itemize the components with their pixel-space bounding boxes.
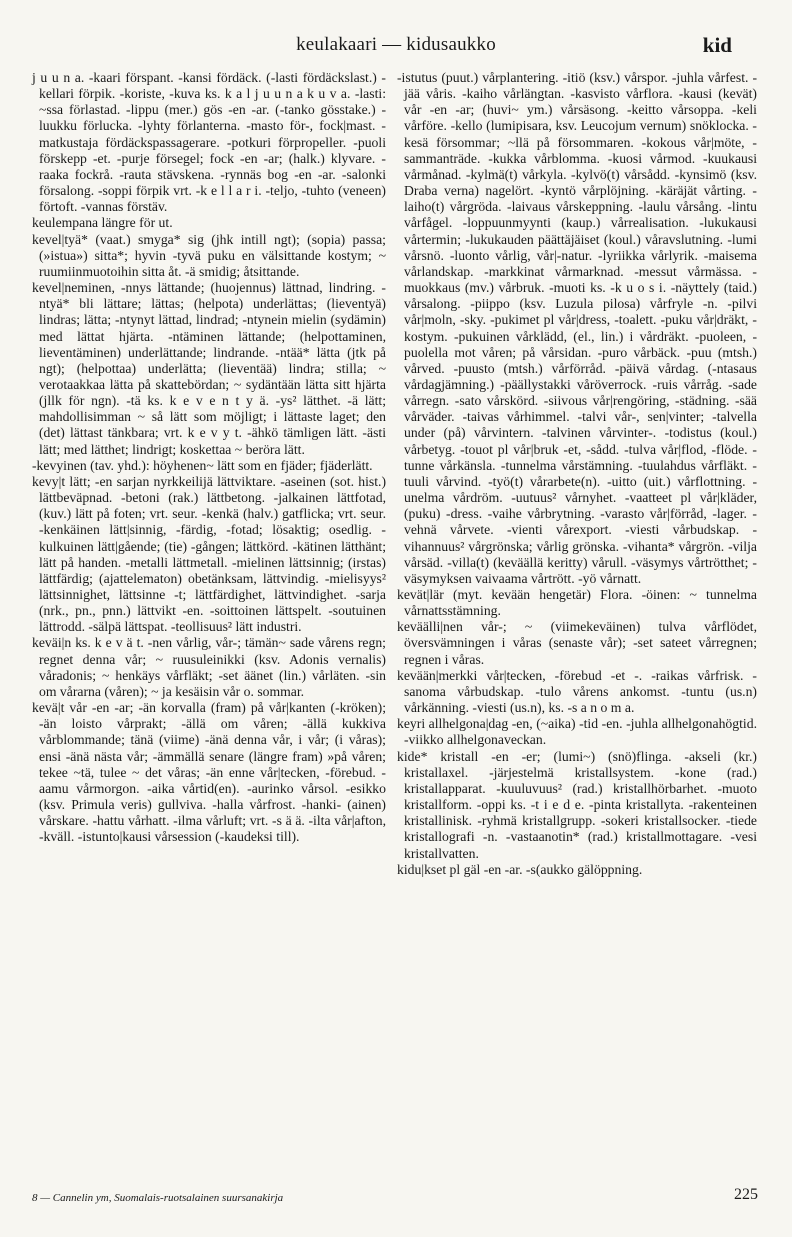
entry-keveneminen: kevel|neminen, -nnys lättande; (huojennus) lättnad, lindring. -ntyä* bli lättare; lättas; (helpota) underlättas; (lieventyä) lindras; lätta; -ntynyt lättad, lindrad; -ntynein mielin (sydämin) med lättat hjärta. -ntäminen lättande; (helpottaminen, lieventäminen) underlättande; lindrande. -ntää* lätta (jtk på ngt); (helpottaa) underlätta; (lieventää) lindra; stilla; ~ verotaakkaa lätta på skattebördan; ~ sydäntään lätta sitt hjärta (jllk för ngn). -tä ks. k e v e n t y ä. -ys² lätthet. -ä lätt; mahdollisimman ~ så lätt som möjligt; i lättaste laget; den (det) lättast tänkbara; vrt. k e v y t. -ähkö tämligen lätt. -ästi lätt; med lätthet; lindrigt; koskettaa ~ beröra lätt. — [32, 280, 386, 457]
entry-kevatar: kevät|lär (myt. kevään hengetär) Flora. -öinen: ~ tunnelma vårnattsstämning. — [397, 587, 757, 619]
entry-keyri: keyri allhelgona|dag -en, (~aika) -tid -en. -juhla allhelgonahögtid. -viikko allhelgonaveckan. — [397, 716, 757, 748]
entry-kevainen: keväi|n ks. k e v ä t. -nen vårlig, vår-; tämän~ sade vårens regn; regnet denna vår; ~ ruusuleinikki (ksv. Adonis vernalis) våradonis; ~ henkäys vårfläkt; -set äänet (lin.) vårläten. -sin om vårarna (våren); ~ ja kesäisin vår o. sommar. — [32, 635, 386, 699]
entry-kidukset: kidu|kset pl gäl -en -ar. -s(aukko gälöppning. — [397, 861, 643, 877]
entry-keulakaari: j u u n a. -kaari förspant. -kansi fördäck. (-lasti fördäckslast.) -kellari förpik. -koriste, -kuva ks. k a l j u u n a k u v a. -lasti: ~ssa förlastad. -lippu (mer.) gös -en -ar. (-tanko gösstake.) -luukku förlucka. -lyhty förlanterna. -masto för-, fock|mast. -matkustaja fördäckspassagerare. -potkuri förpropeller. -puoli förskepp -et. -purje försegel; fock -en -ar; (halk.) klyvare. -raaka fockrå. -rauta stävskena. -rynnäs bog -en -ar. -salonki försalong. -soppi förpik vrt. -k e l l a r i. -teljo, -tuhto (veneen) förtoft. -vannas förstäv. — [32, 70, 386, 215]
entry-keveltya: kevel|tyä* (vaat.) smyga* sig (jhk intill ngt); (sopia) passa; (»istua») sitta*; hyvin -tyvä puku en välsittande kostym; ~ ruumiinmuotoihin sitta åt. -ä smidig; åtsittande. — [32, 231, 386, 279]
entry-kevat: kevä|t vår -en -ar; -än korvalla (fram) på vår|kanten (-kröken); -än loisto vårprakt; -ällä om våren; -ällä kukkiva vårblommande; tänä (viime) -änä denna vår, i vår; (i våras); ensi -änä nästa vår; -ämmällä senare (längre fram) »på våren; tekee ~tä, tulee ~ det våras; -än enne vår|tecken, -förebud. -aamu vårmorgon. -aika vårtid(en). -aurinko vårsol. -esikko (ksv. Primula veris) gullviva. -halla vårfrost. -hanki- (ainen) vårskare. -hattu vårhatt. -ilma vårluft; vrt. -s ä ä. -ilta vår|afton, -kväll. -istunto|kausi vårsession (-kaudeksi till). — [32, 700, 386, 845]
footer-note: 8 — Cannelin ym, Suomalais-ruotsalainen suursanakirja — [32, 1192, 284, 1204]
page-number: 225 — [734, 1186, 758, 1203]
right-column — [397, 70, 757, 878]
left-column — [32, 70, 386, 846]
entry-keulempana: keulempana längre för ut. — [32, 215, 173, 231]
entry-kevyinen: -kevyinen (tav. yhd.): höyhenen~ lätt som en fjäder; fjäderlätt. — [32, 457, 373, 473]
guide-word: kid — [702, 33, 732, 57]
page-header — [0, 34, 792, 64]
page-footer — [32, 1186, 758, 1216]
entry-kide: kide* kristall -en -er; (lumi~) (snö)flinga. -akseli (kr.) kristallaxel. -järjestelmä kristallsystem. -kone (rad.) kristallapparat. -kuuluvuus² (rad.) kristallhörbarhet. -muoto kristallform. -oppi ks. -t i e d e. -pinta kristallyta. -rakenteinen kristallinisk. -ryhmä kristallgrupp. -sokeri kristallsocker. -tiede kristallografi -n. -vastaanotin* (rad.) kristallmottagare. -vesi kristallvatten. — [397, 748, 757, 861]
entry-kevat-continued: -istutus (puut.) vårplantering. -itiö (ksv.) vårspor. -juhla vårfest. -jää våris. -kaiho vårlängtan. -kasvisto vårflora. -kausi (kevät) vår -en -ar; (huvi~ ym.) vårsäsong. -keitto vårsoppa. -keli vårföre. -kello (lumipisara, ksv. Leucojum vernum) snöklocka. -kesä försommar; ~llä på försommaren. -kokous vår|möte, -sammanträde. -kukka vårblomma. -kuosi vårmod. -kuukausi vårmånad. -kylmä(t) vårkyla. -kylvö(t) vårsådd. -kynsimö (ksv. Draba verna) nagelört. -kyntö vårplöjning. -käräjät vårting. -laiho(t) vårgröda. -laivaus vårskeppning. -laulu vårsång. -lintu vårfågel. -loppuunmyynti (kaup.) vårrealisation. -lukukausi vårtermin; -lukukauden päättäjäiset (koul.) våravslutning. -lumi vårsnö. -luonto vårlig, vår|-natur. -lyriikka vårlyrik. -maisema vårlandskap. -markkinat vårmarknad. -messut vårmässa. -muokkaus (mv.) vårbruk. -muoti ks. -k u o s i. -näyttely (taid.) vårsalong. -piippo (ksv. Luzula pilosa) vårfryle -n. -pilvi vår|moln, -sky. -pukimet pl vår|dress, -toalett. -puku vår|dräkt, -kostym. -pukuinen vårklädd, (el., lin.) i vårdräkt. -puoleen, -puolella mot våren; på vårsidan. -puro vårbäck. -puu (mtsh.) vårved. -puusto (mtsh.) vårförråd. -päivä vårdag. (-ntasaus vårdagjämning.) -päällystakki våröverrock. -ruis vårråg. -sade vårregn. -sato vårskörd. -siivous vår|rengöring, -städning. -sää vårväder. -taivas vårhimmel. -talvi vår-, sen|vinter; -talvella under (på) vårvintern. -talvinen vårvinter-. -todistus (koul.) vårbetyg. -touot pl vår|bruk -et, -sådd. -tulva vår|flod, -flöde. -tunne vårkänsla. -tunnelma vårstämning. -tuulahdus vårfläkt. -tuuli vårvind. -työ(t) vårarbete(n). -uitto (uit.) vårflottning. -unelma vårdröm. -uutuus² vårnyhet. -vaatteet pl vår|kläder, (puku) -dress. -vaihe vårbrytning. -varasto vår|förråd, -lager. -vehnä vårvete. -vienti vårexport. -viesti vårbudskap. -vihannuus² vårgrönska; vårlig grönska. -vihanta* vårgrön. -vilja vårsäd. -villa(t) (keväällä keritty) vårull. -väsymys vårtrötthet; -väsymyksen vaivaama vårtrött. -yö vårnatt. — [397, 70, 757, 586]
entry-kevaanmerkki: kevään|merkki vår|tecken, -förebud -et -. -raikas vårfrisk. -sanoma vårbudskap. -tulo vårens ankomst. -tuntu (us.n) vårkänning. -viesti (us.n), ks. -s a n o m a. — [397, 667, 757, 716]
page-title: keulakaari — kidusaukko — [296, 34, 496, 55]
entry-kevyt: kevy|t lätt; -en sarjan nyrkkeilijä lättviktare. -aseinen (sot. hist.) lättbeväpnad. -betoni (rak.) lättbetong. -jalkainen lättfotad, (kuv.) lätt på foten; vrt. seur. -kenkä (halv.) gatflicka; vrt. seur. -kenkäinen lätt|sinnig, -färdig, -fotad; lösaktig; osedlig. -kulkuinen lätt|gående; (tie) -gången; lättkörd. -kätinen lätthänt; lätt på handen. -metalli lättmetall. -mielinen lättsinnig; (irstas) lättfärdig; (ajattelematon) obetänksam, lättvindig. -mielisyys² lättsinnighet, lättsinne -t; lättfärdighet, lättvindighet. -sarja (nrk., pn., pnn.) lättvikt -en. -soittoinen lättspelt. -soutuinen lättrodd. -sälpä lättspat. -teollisuus² lätt industri. — [32, 473, 386, 635]
entry-kevaallinen: keväälli|nen vår-; ~ (viimekeväinen) tulva vårflödet, översvämningen i våras (senaste vår); -set sateet vårregnen; regnen i våras. — [397, 619, 757, 667]
